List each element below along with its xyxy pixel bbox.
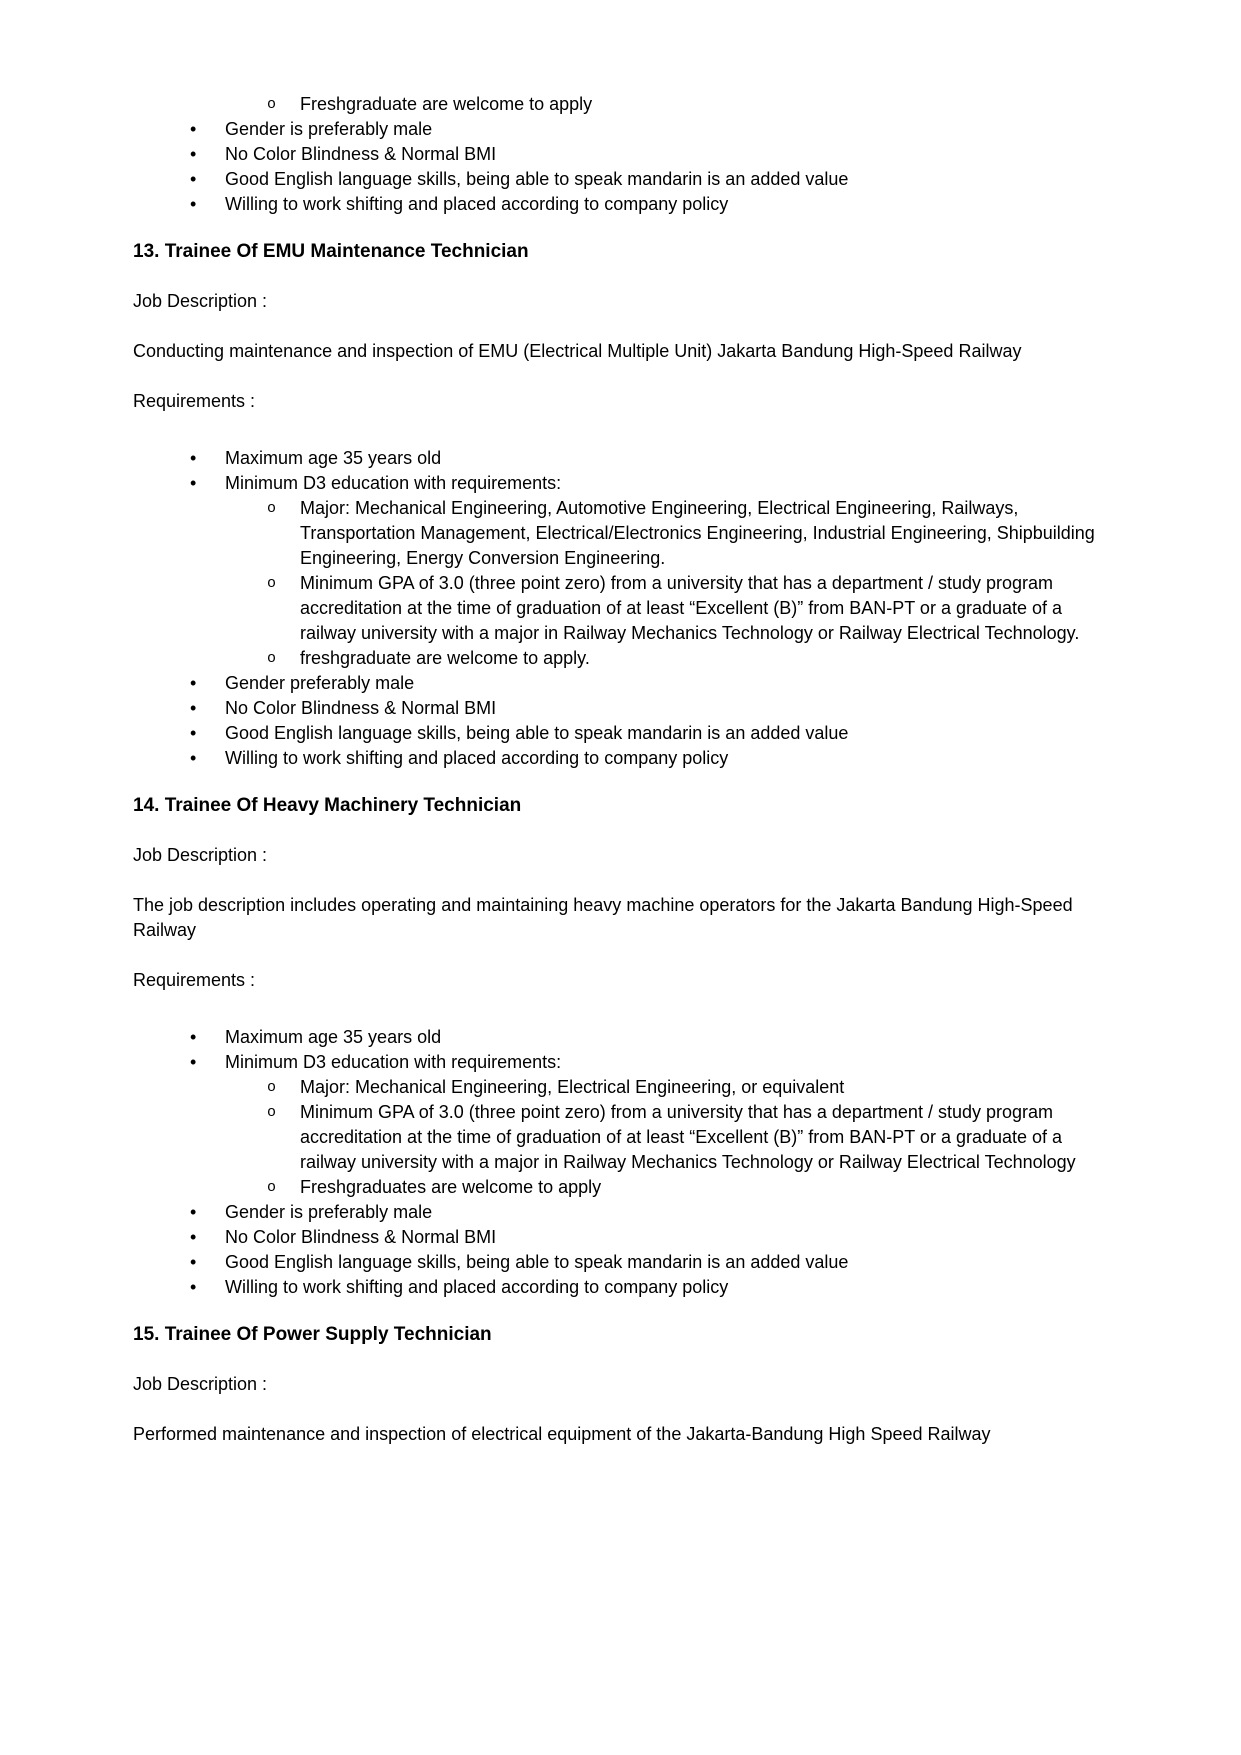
list-item — [133, 746, 1110, 771]
list-item-text: Good English language skills, being able to speak mandarin is an added value — [225, 169, 849, 189]
circle-bullet-icon: o — [267, 1179, 277, 1196]
bullet-icon: • — [190, 144, 197, 164]
list-item-text: Willing to work shifting and placed according to company policy — [225, 1277, 729, 1297]
requirements-label: Requirements : — [133, 391, 256, 411]
job-description-text: Conducting maintenance and inspection of EMU (Electrical Multiple Unit) Jakarta Bandung High-Speed Railway — [133, 341, 1022, 361]
requirements-list-13 — [133, 446, 1110, 771]
circle-bullet-icon: o — [267, 96, 277, 113]
list-item — [133, 721, 1110, 746]
list-item — [133, 1250, 1110, 1275]
sub-list-item — [133, 92, 1110, 117]
bullet-icon: • — [190, 1252, 197, 1272]
list-item — [133, 1200, 1110, 1225]
sub-list-item-text: Freshgraduate are welcome to apply — [300, 94, 593, 114]
job-description-label: Job Description : — [133, 291, 268, 311]
bullet-icon: • — [190, 448, 197, 468]
sub-list-item-text: Minimum GPA of 3.0 (three point zero) from a university that has a department / study program accreditation at the time of graduation of at least “Excellent (B)” from BAN-PT or a graduate of a railway university with a major in Railway Mechanics Technology or Railway Electrical Technology — [300, 1102, 1076, 1172]
sub-list-item — [133, 1100, 1110, 1175]
bullet-icon: • — [190, 1277, 197, 1297]
list-item — [133, 167, 1110, 192]
list-item-text: Minimum D3 education with requirements: — [225, 473, 562, 493]
list-item — [133, 142, 1110, 167]
intro-requirements-list — [133, 92, 1110, 217]
bullet-icon: • — [190, 1052, 197, 1072]
list-item — [133, 1275, 1110, 1300]
list-item-text: Good English language skills, being able to speak mandarin is an added value — [225, 1252, 849, 1272]
circle-bullet-icon: o — [267, 1079, 277, 1096]
bullet-icon: • — [190, 673, 197, 693]
list-item — [133, 471, 1110, 496]
list-item-text: Gender is preferably male — [225, 1202, 433, 1222]
list-item-text: No Color Blindness & Normal BMI — [225, 144, 497, 164]
bullet-icon: • — [190, 1227, 197, 1247]
circle-bullet-icon: o — [267, 575, 277, 592]
bullet-icon: • — [190, 473, 197, 493]
circle-bullet-icon: o — [267, 650, 277, 667]
sub-list-item — [133, 1175, 1110, 1200]
list-item-text: Maximum age 35 years old — [225, 448, 442, 468]
list-item-text: Willing to work shifting and placed according to company policy — [225, 748, 729, 768]
circle-bullet-icon: o — [267, 500, 277, 517]
bullet-icon: • — [190, 119, 197, 139]
requirements-label: Requirements : — [133, 970, 256, 990]
circle-bullet-icon: o — [267, 1104, 277, 1121]
sub-list-item-text: Minimum GPA of 3.0 (three point zero) from a university that has a department / study program accreditation at the time of graduation of at least “Excellent (B)” from BAN-PT or a graduate of a railway university with a major in Railway Mechanics Technology or Railway Electrical Technology. — [300, 573, 1080, 643]
sub-list-item — [133, 1075, 1110, 1100]
list-item-text: No Color Blindness & Normal BMI — [225, 698, 497, 718]
list-item — [133, 117, 1110, 142]
section-heading-15: 15. Trainee Of Power Supply Technician — [133, 1324, 492, 1345]
list-item — [133, 1225, 1110, 1250]
list-item — [133, 1025, 1110, 1050]
sub-list-item-text: Major: Mechanical Engineering, Automotive Engineering, Electrical Engineering, Railways, Transportation Management, Electrical/Electronics Engineering, Industrial Engineering, Shipbuilding Engineering, Energy Conversion Engineering. — [300, 498, 1095, 568]
list-item-text: Minimum D3 education with requirements: — [225, 1052, 562, 1072]
bullet-icon: • — [190, 748, 197, 768]
list-item-text: Willing to work shifting and placed according to company policy — [225, 194, 729, 214]
bullet-icon: • — [190, 1027, 197, 1047]
sub-list-item-text: freshgraduate are welcome to apply. — [300, 648, 590, 668]
sub-list-item — [133, 496, 1110, 571]
list-item-text: Gender is preferably male — [225, 119, 433, 139]
list-item — [133, 446, 1110, 471]
requirements-list-14 — [133, 1025, 1110, 1300]
list-item-text: No Color Blindness & Normal BMI — [225, 1227, 497, 1247]
list-item — [133, 696, 1110, 721]
list-item — [133, 192, 1110, 217]
bullet-icon: • — [190, 169, 197, 189]
list-item — [133, 1050, 1110, 1075]
bullet-icon: • — [190, 1202, 197, 1222]
sub-list-item — [133, 646, 1110, 671]
section-heading-13: 13. Trainee Of EMU Maintenance Technician — [133, 241, 529, 262]
sub-list-item-text: Freshgraduates are welcome to apply — [300, 1177, 602, 1197]
job-description-label: Job Description : — [133, 845, 268, 865]
list-item-text: Maximum age 35 years old — [225, 1027, 442, 1047]
job-description-text: Performed maintenance and inspection of electrical equipment of the Jakarta-Bandung High Speed Railway — [133, 1424, 991, 1444]
bullet-icon: • — [190, 723, 197, 743]
job-description-label: Job Description : — [133, 1374, 268, 1394]
job-description-text: The job description includes operating and maintaining heavy machine operators for the Jakarta Bandung High-Speed Railway — [133, 895, 1073, 940]
bullet-icon: • — [190, 194, 197, 214]
bullet-icon: • — [190, 698, 197, 718]
list-item-text: Gender preferably male — [225, 673, 415, 693]
section-heading-14: 14. Trainee Of Heavy Machinery Technician — [133, 795, 522, 816]
sub-list-item-text: Major: Mechanical Engineering, Electrical Engineering, or equivalent — [300, 1077, 845, 1097]
list-item-text: Good English language skills, being able to speak mandarin is an added value — [225, 723, 849, 743]
list-item — [133, 671, 1110, 696]
sub-list-item — [133, 571, 1110, 646]
